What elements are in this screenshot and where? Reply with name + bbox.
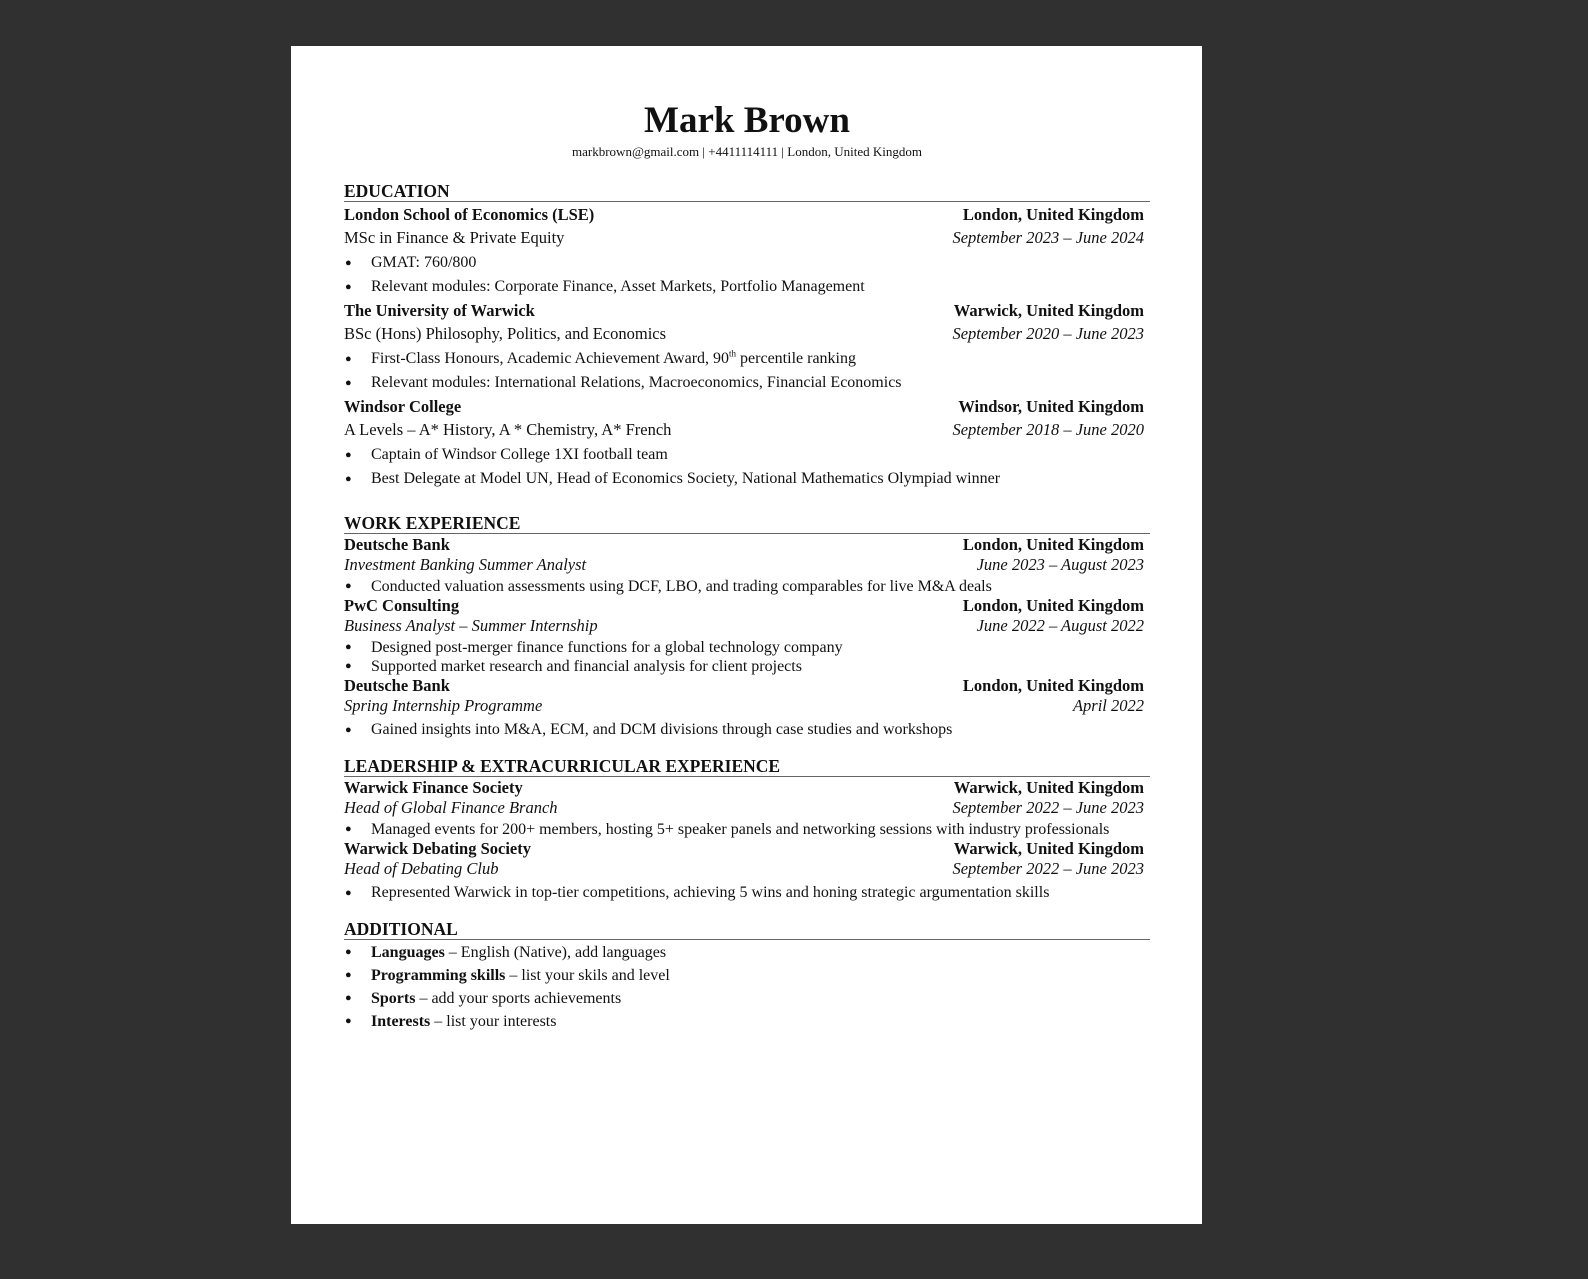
entry-location: London, United Kingdom (962, 596, 1144, 615)
entry-subheader (344, 555, 1150, 575)
bullet-list (344, 941, 1150, 1033)
entry-location: London, United Kingdom (962, 535, 1144, 554)
org-name: Warwick Debating Society (344, 839, 531, 858)
bullet-item: ● Designed post-merger finance functions for a global technology company (344, 638, 1150, 657)
entry-header (344, 778, 1150, 798)
entry-dates: September 2018 – June 2020 (952, 420, 1144, 439)
resume-name: Mark Brown (644, 100, 850, 141)
bullet-item: ● GMAT: 760/800 (344, 251, 1150, 275)
ordinal-suffix: th (729, 348, 737, 359)
bullet-item (344, 347, 1150, 371)
entry-subheader (344, 322, 1150, 345)
company-name: Deutsche Bank (344, 535, 450, 554)
org-name: Warwick Finance Society (344, 778, 523, 797)
item-label: Sports (371, 990, 416, 1007)
entry-dates: September 2020 – June 2023 (952, 324, 1144, 343)
section-title-leadership: LEADERSHIP & EXTRACURRICULAR EXPERIENCE (344, 756, 1150, 777)
role-title: Business Analyst – Summer Internship (344, 616, 598, 635)
entry-header (344, 395, 1150, 418)
entry-dates: September 2022 – June 2023 (952, 859, 1144, 878)
additional-section (344, 919, 1150, 1033)
bullet-list (344, 881, 1150, 905)
bullet-list (344, 820, 1150, 839)
contact-line: markbrown@gmail.com | +4411114111 | London, United Kingdom (572, 144, 922, 159)
bullet-item (344, 964, 1150, 987)
bullet-item (344, 1010, 1150, 1033)
entry-header (344, 839, 1150, 859)
entry-subheader (344, 696, 1150, 716)
entry-header (344, 203, 1150, 226)
bullet-list (344, 638, 1150, 676)
entry-subheader (344, 226, 1150, 249)
leadership-entry (344, 839, 1150, 905)
section-spacer (344, 491, 1150, 513)
section-spacer (344, 742, 1150, 756)
role-title: Spring Internship Programme (344, 696, 543, 715)
section-title-work: WORK EXPERIENCE (344, 513, 1150, 534)
entry-subheader (344, 616, 1150, 636)
bullet-item (344, 987, 1150, 1010)
entry-header (344, 535, 1150, 555)
resume-content (344, 98, 1150, 1033)
education-entry (344, 395, 1150, 491)
entry-header (344, 596, 1150, 616)
entry-subheader (344, 798, 1150, 818)
bullet-item: ● Best Delegate at Model UN, Head of Economics Society, National Mathematics Olympiad winner (344, 467, 1150, 491)
bullet-list (344, 577, 1150, 596)
entry-header (344, 676, 1150, 696)
bullet-list (344, 443, 1150, 491)
degree: MSc in Finance & Private Equity (344, 228, 565, 247)
section-title-education: EDUCATION (344, 181, 1150, 202)
item-text: – list your skils and level (505, 967, 670, 984)
company-name: Deutsche Bank (344, 676, 450, 695)
entry-dates: September 2023 – June 2024 (952, 228, 1144, 247)
bullet-item: ● Relevant modules: Corporate Finance, Asset Markets, Portfolio Management (344, 275, 1150, 299)
role-title: Head of Global Finance Branch (344, 798, 558, 817)
institution-name: London School of Economics (LSE) (344, 205, 595, 224)
entry-header (344, 299, 1150, 322)
entry-dates: June 2023 – August 2023 (976, 555, 1144, 574)
bullet-item (344, 941, 1150, 964)
item-text: – English (Native), add languages (444, 944, 667, 961)
bullet-item: ● Supported market research and financial analysis for client projects (344, 657, 1150, 676)
entry-location: London, United Kingdom (962, 676, 1144, 695)
bullet-list (344, 347, 1150, 395)
degree: A Levels – A* History, A * Chemistry, A* French (344, 420, 672, 439)
bullet-item: ● Represented Warwick in top-tier competitions, achieving 5 wins and honing strategic argumentation skills (344, 881, 1150, 905)
item-text: – add your sports achievements (415, 990, 622, 1007)
education-section (344, 181, 1150, 491)
leadership-entry (344, 778, 1150, 839)
degree: BSc (Hons) Philosophy, Politics, and Economics (344, 324, 667, 343)
item-label: Interests (371, 1013, 431, 1030)
entry-dates: September 2022 – June 2023 (952, 798, 1144, 817)
work-entry (344, 596, 1150, 676)
bullet-item: ● Conducted valuation assessments using DCF, LBO, and trading comparables for live M&A deals (344, 577, 1150, 596)
education-entry (344, 203, 1150, 299)
leadership-section (344, 756, 1150, 905)
section-title-additional: ADDITIONAL (344, 919, 1150, 940)
bullet-item: ● Managed events for 200+ members, hosting 5+ speaker panels and networking sessions with industry professionals (344, 820, 1150, 839)
institution-name: The University of Warwick (344, 301, 535, 320)
role-title: Head of Debating Club (344, 859, 499, 878)
entry-dates: June 2022 – August 2022 (976, 616, 1144, 635)
company-name: PwC Consulting (344, 596, 460, 615)
education-entry (344, 299, 1150, 395)
item-label: Languages (371, 944, 445, 961)
entry-location: Warwick, United Kingdom (953, 839, 1144, 858)
bullet-item: ● Relevant modules: International Relations, Macroeconomics, Financial Economics (344, 371, 1150, 395)
item-text: – list your interests (430, 1013, 557, 1030)
entry-location: Windsor, United Kingdom (958, 397, 1144, 416)
bullet-text: First-Class Honours, Academic Achievement Award, 90 (371, 350, 730, 367)
bullet-list (344, 718, 1150, 742)
institution-name: Windsor College (344, 397, 462, 416)
work-section (344, 513, 1150, 742)
entry-location: London, United Kingdom (962, 205, 1144, 224)
item-label: Programming skills (371, 967, 506, 984)
entry-location: Warwick, United Kingdom (953, 301, 1144, 320)
bullet-text: percentile ranking (736, 350, 856, 367)
entry-subheader (344, 859, 1150, 879)
bullet-item: ● Captain of Windsor College 1XI football team (344, 443, 1150, 467)
resume-page (291, 46, 1202, 1224)
entry-subheader (344, 418, 1150, 441)
role-title: Investment Banking Summer Analyst (344, 555, 587, 574)
section-spacer (344, 905, 1150, 919)
entry-dates: April 2022 (1072, 696, 1144, 715)
work-entry (344, 676, 1150, 742)
bullet-list (344, 251, 1150, 299)
work-entry (344, 535, 1150, 596)
bullet-item: ● Gained insights into M&A, ECM, and DCM divisions through case studies and workshops (344, 718, 1150, 742)
entry-location: Warwick, United Kingdom (953, 778, 1144, 797)
